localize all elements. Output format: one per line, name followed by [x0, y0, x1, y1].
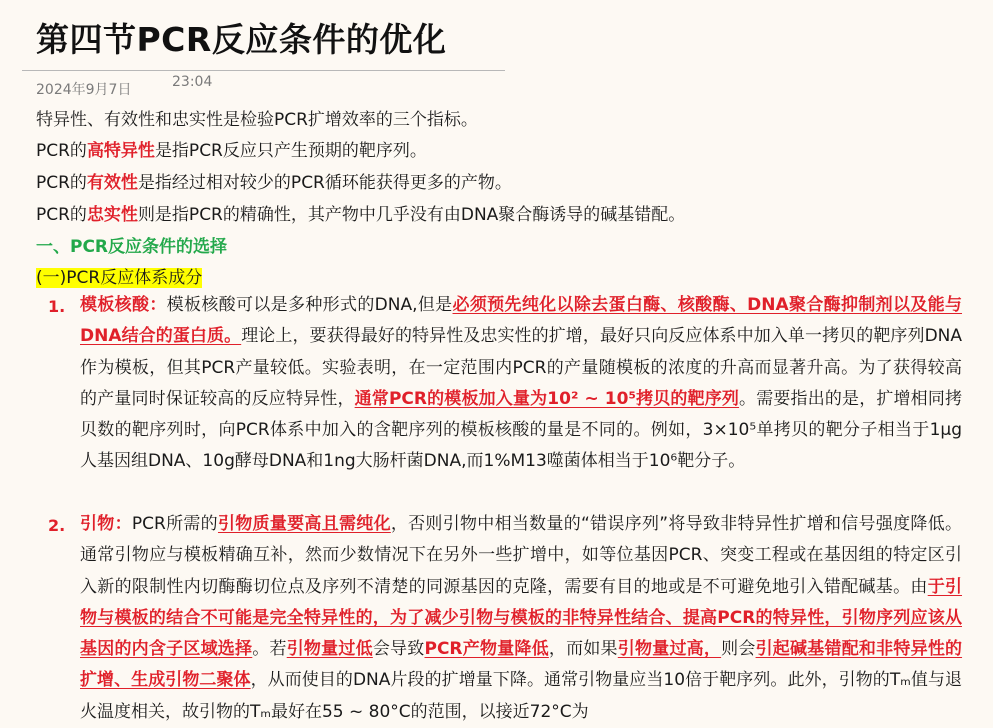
text-run: 理论上，要获得最好的特异性及忠实性的扩增，最好只向反应体系中加入单一拷贝的靶序列DNA作为模板，但其PCR产量较低。实验表明，在一定范围内PCR的产量随模板的浓度的升高而显著升高。为了获得较高的产量同时保证较高的反应特异性，: [80, 326, 963, 409]
emphasis-text: 引起碱基错配和非特异性的扩增、生成引物二聚体: [80, 639, 963, 691]
note-time: 23:04: [172, 74, 213, 90]
title-divider: [22, 70, 505, 71]
emphasis-text: 引物质量要高且需纯化: [217, 514, 391, 534]
intro-line-4: [36, 200, 685, 225]
section-heading: 一、PCR反应条件的选择: [36, 237, 228, 257]
intro-line-2: [36, 136, 427, 161]
highlighted-subheading: (一)PCR反应体系成分: [36, 268, 203, 288]
emphasis-text: PCR产物量降低: [424, 639, 549, 660]
intro-line-1: 特异性、有效性和忠实性是检验PCR扩增效率的三个指标。: [36, 110, 478, 130]
emphasis-text: 引物量过低: [286, 639, 373, 660]
text-run: 。需要指出的是，扩增相同拷贝数的靶序列时，向PCR体系中加入的含靶序列的模板核酸的量是不同的。例如，3×10⁵单拷贝的靶分子相当于1μg人基因组DNA、10g酵母DNA和1ng大肠杆菌DNA,而1%M13噬菌体相当于10⁶靶分子。: [80, 388, 963, 472]
text-run: ，否则引物中相当数量的“错误序列”将导致非特异性扩增和信号强度降低。通常引物应与模板精确互补，然而少数情况下在另外一些扩增中，如等位基因PCR、突变工程或在基因组的特定区引入新的限制性内切酶酶切位点及序列不清楚的同源基因的克隆，需要有目的地或是不可避免地引入错配碱基。由: [80, 514, 963, 597]
text-run: 会导致: [372, 639, 425, 660]
text-run: PCR所需的: [131, 514, 218, 534]
text-run: 。若: [252, 639, 287, 660]
list-item-primer: [80, 509, 962, 728]
text-run: PCR的: [36, 205, 87, 225]
text-run: 是指经过相对较少的PCR循环能获得更多的产物。: [137, 173, 512, 193]
item-label: 引物：: [80, 514, 132, 534]
keyword-efficiency: 有效性: [86, 173, 138, 193]
note-date: 2024年9月7日: [36, 82, 132, 98]
keyword-fidelity: 忠实性: [86, 205, 138, 225]
emphasis-text: 必须预先纯化以除去蛋白酶、核酸酶、DNA聚合酶抑制剂以及能与DNA结合的蛋白质。: [80, 295, 963, 347]
page-title: 第四节PCR反应条件的优化: [36, 20, 447, 59]
emphasis-text: 于引物与模板的结合不可能是完全特异性的，为了减少引物与模板的非特异性结合、提高PCR的特异性，引物序列应该从基因的内含子区域选择: [80, 576, 963, 660]
intro-line-3: [36, 168, 512, 193]
emphasis-text: 引物量过高，: [617, 639, 722, 660]
list-number-1: 1.: [48, 297, 66, 316]
list-item-template: [80, 290, 962, 478]
item-label: 模板核酸：: [80, 295, 167, 315]
text-run: ，而如果: [548, 639, 618, 660]
text-run: 是指PCR反应只产生预期的靶序列。: [154, 141, 427, 161]
text-run: PCR的: [36, 173, 87, 193]
emphasis-text: 通常PCR的模板加入量为10² ~ 10⁵拷贝的靶序列: [354, 388, 740, 409]
list-number-2: 2.: [48, 516, 66, 535]
text-run: ，从而使目的DNA片段的扩增量下降。通常引物量应当10倍于靶序列。此外，引物的Tₘ值与退火温度相关，故引物的Tₘ最好在55 ~ 80°C的范围，以接近72°C为: [80, 670, 963, 722]
text-run: 则会: [721, 639, 756, 660]
text-run: 模板核酸可以是多种形式的DNA,但是: [166, 295, 453, 315]
text-run: PCR的: [36, 141, 87, 161]
keyword-specificity: 高特异性: [86, 141, 155, 161]
text-run: 则是指PCR的精确性，其产物中几乎没有由DNA聚合酶诱导的碱基错配。: [137, 205, 686, 225]
subsection-heading: [36, 263, 202, 288]
